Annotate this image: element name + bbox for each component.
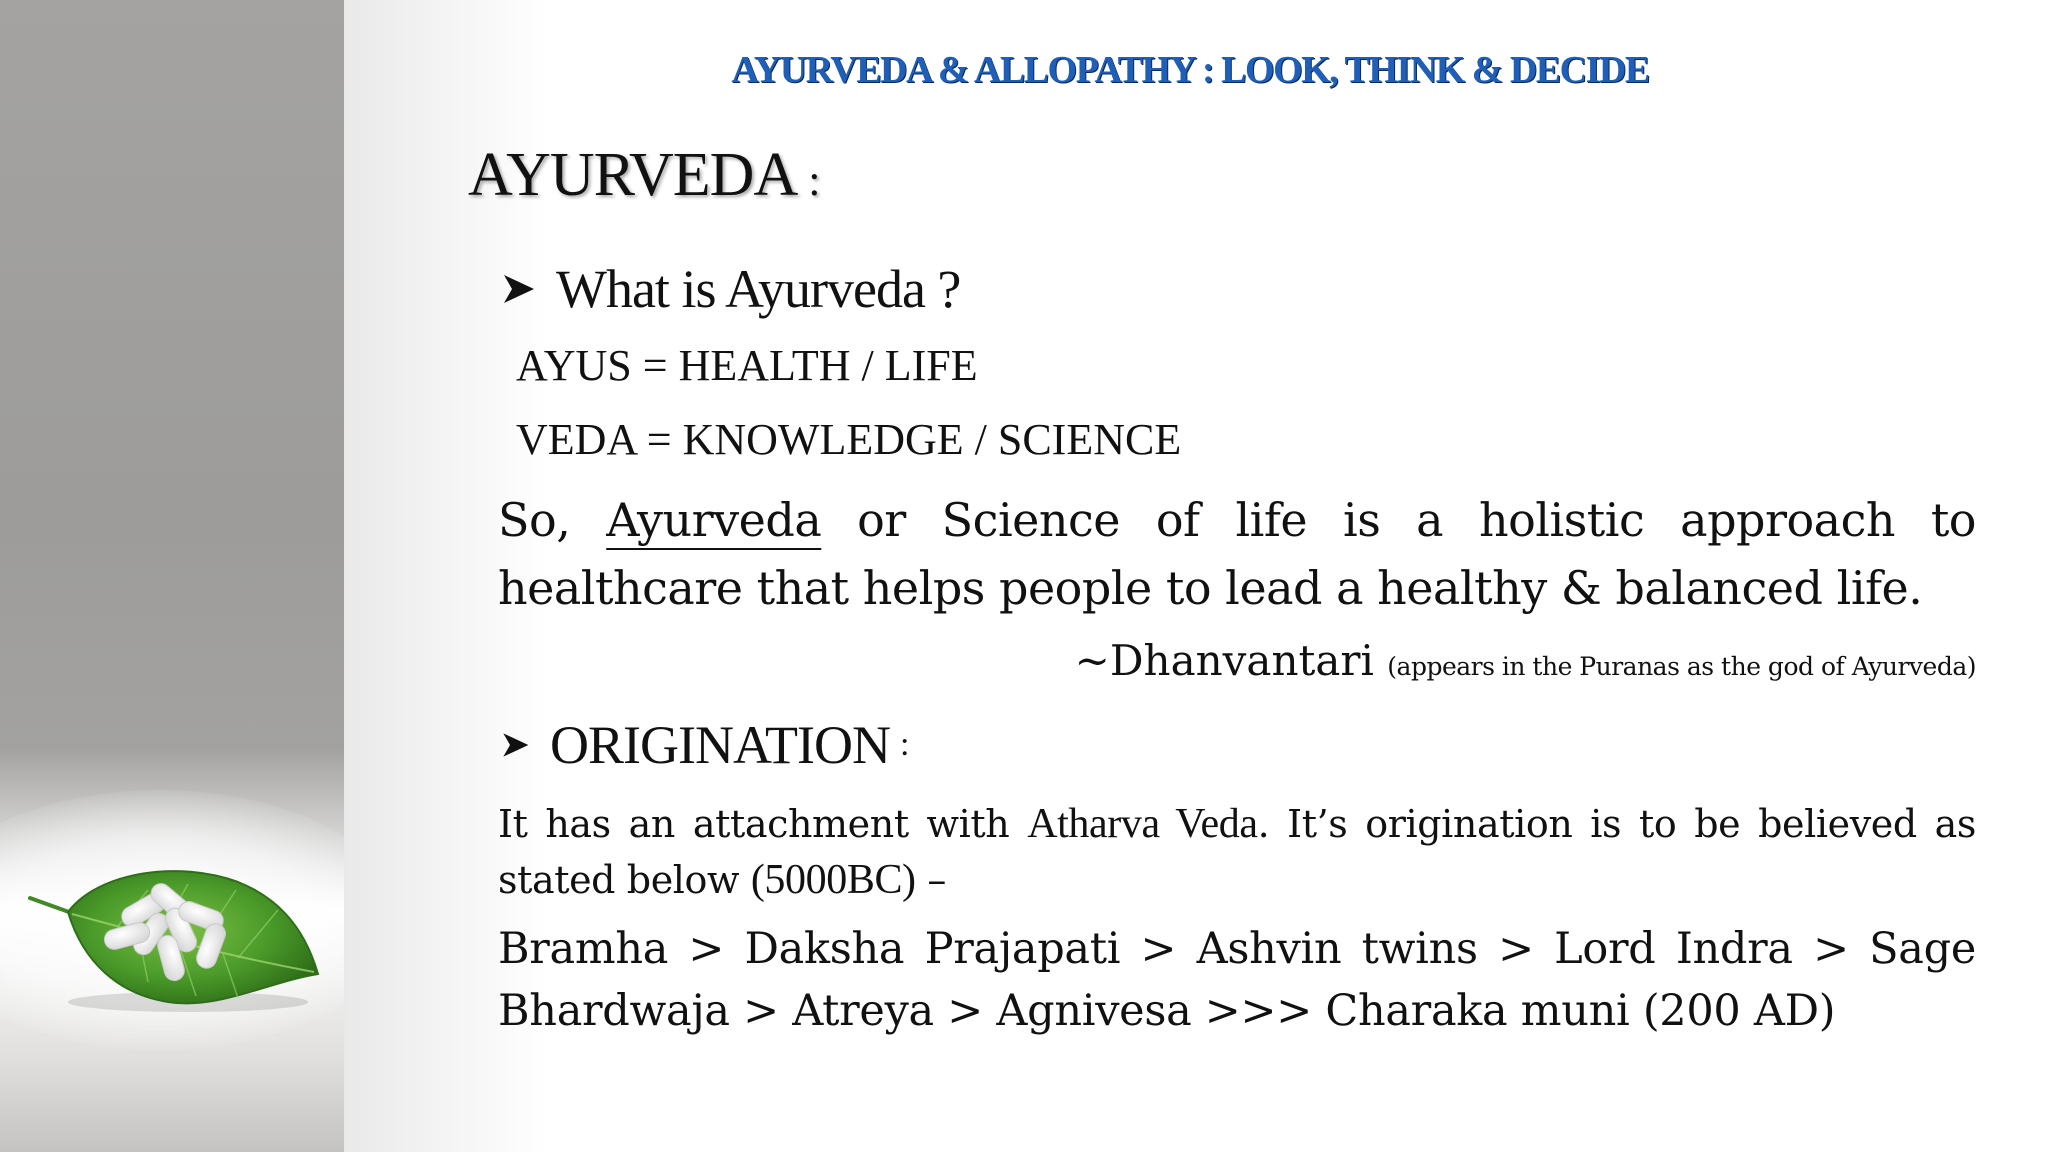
bullet-heading-origination: ORIGINATION [550,715,890,775]
bullet-origination [500,714,908,776]
section-title [468,140,820,211]
origination-paragraph [498,796,1976,908]
bullet-heading-origination-colon: : [899,726,909,763]
origination-text-end: – [915,858,946,902]
ayurveda-definition-paragraph [498,486,1976,622]
paragraph-body: or Science of life is a holistic approach to healthcare that helps people to lead a healthy & balanced life. [498,493,1977,615]
origination-date: (5000BC) [750,857,916,903]
origination-text-middle: . It’s origination is to be believed as stated below [498,802,1976,902]
bullet-what-is [500,258,960,320]
bullet-heading-what-is: What is Ayurveda ? [556,259,961,319]
quote-attribution [1075,636,1976,685]
origination-text-intro: It has an attachment with [498,802,1028,846]
arrowhead-bullet-icon [500,730,530,760]
paragraph-keyword-ayurveda: Ayurveda [606,493,822,547]
definition-ayus: AYUS = HEALTH / LIFE [516,341,978,390]
section-title-colon: : [808,156,820,205]
sidebar-panel [0,0,344,1152]
paragraph-intro: So, [498,493,607,547]
section-title-text: AYURVEDA [468,141,794,209]
slide-header-title: AYURVEDA & ALLOPATHY : LOOK, THINK & DECIDE [731,49,1649,91]
attribution-note: (appears in the Puranas as the god of Ayurveda) [1387,652,1976,681]
definition-veda: VEDA = KNOWLEDGE / SCIENCE [516,415,1182,464]
leaf-with-pills-image [28,862,328,1022]
arrowhead-bullet-icon [500,271,536,307]
lineage-paragraph: Bramha > Daksha Prajapati > Ashvin twins > Lord Indra > Sage Bhardwaja > Atreya > Agnivesa >>> Charaka muni (200 AD) [498,924,1976,1036]
origination-keyword-atharva-veda: Atharva Veda [1027,801,1258,847]
attribution-name: ~Dhanvantari [1074,636,1374,685]
